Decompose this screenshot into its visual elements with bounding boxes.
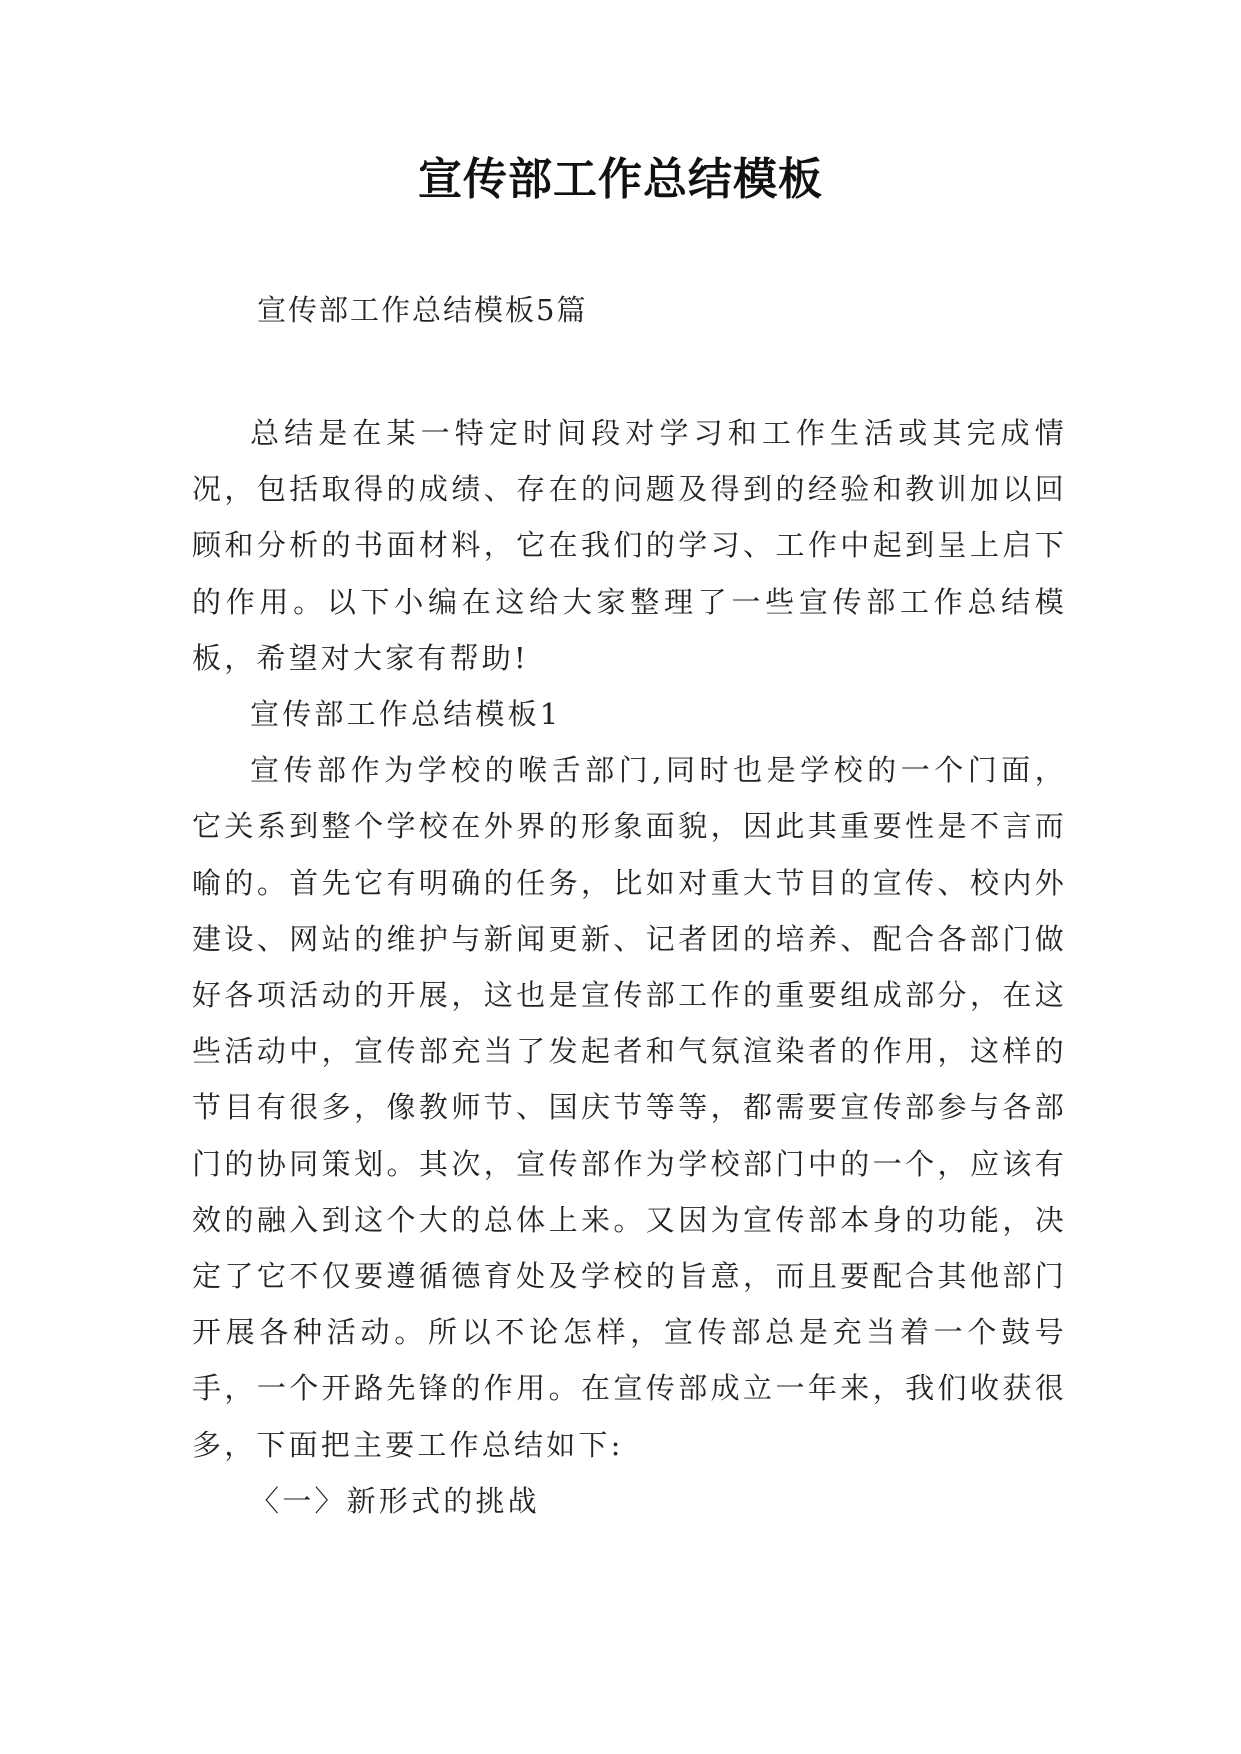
section-heading: 宣传部工作总结模板1 [250,697,562,732]
subsection-heading: 〈一〉新形式的挑战 [250,1483,540,1518]
document-title: 宣传部工作总结模板 [418,154,823,205]
document-body [192,405,1067,1529]
document-subtitle: 宣传部工作总结模板5篇 [257,293,588,327]
section-paragraph: 宣传部作为学校的喉舌部门,同时也是学校的一个门面，它关系到整个学校在外界的形象面貌，因此其重要性是不言而喻的。首先它有明确的任务，比如对重大节目的宣传、校内外建设、网站的维护与新闻更新、记者团的培养、配合各部门做好各项活动的开展，这也是宣传部工作的重要组成部分，在这些活动中，宣传部充当了发起者和气氛渲染者的作用，这样的节目有很多，像教师节、国庆节等等，都需要宣传部参与各部门的协同策划。其次，宣传部作为学校部门中的一个，应该有效的融入到这个大的总体上来。又因为宣传部本身的功能，决定了它不仅要遵循德育处及学校的旨意，而且要配合其他部门开展各种活动。所以不论怎样，宣传部总是充当着一个鼓号手，一个开路先锋的作用。在宣传部成立一年来，我们收获很多，下面把主要工作总结如下: [192,753,1067,1462]
intro-paragraph: 总结是在某一特定时间段对学习和工作生活或其完成情况，包括取得的成绩、存在的问题及得到的经验和教训加以回顾和分析的书面材料，它在我们的学习、工作中起到呈上启下的作用。以下小编在这给大家整理了一些宣传部工作总结模板，希望对大家有帮助! [192,416,1067,675]
